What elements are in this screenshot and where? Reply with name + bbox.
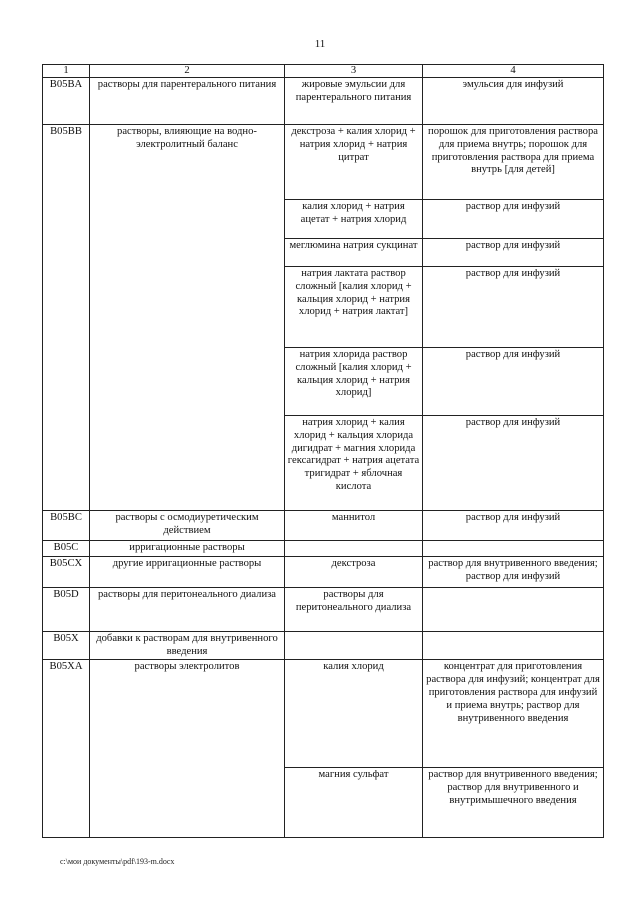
dosage-form-cell: эмульсия для инфузий xyxy=(423,78,604,125)
dosage-form-cell: раствор для инфузий xyxy=(423,267,604,348)
table-row xyxy=(43,587,604,631)
atc-code-cell: B05C xyxy=(43,541,90,557)
atc-group-cell: добавки к растворам для внутривенного введения xyxy=(90,631,285,660)
atc-code-cell: B05XA xyxy=(43,660,90,838)
dosage-form-cell: раствор для инфузий xyxy=(423,239,604,267)
atc-code-cell: B05BB xyxy=(43,125,90,511)
dosage-form-cell xyxy=(423,587,604,631)
substance-cell xyxy=(285,541,423,557)
atc-code-cell: B05BC xyxy=(43,511,90,541)
substance-cell: жировые эмульсии для парентерального питания xyxy=(285,78,423,125)
substance-cell: декстроза + калия хлорид + натрия хлорид + натрия цитрат xyxy=(285,125,423,200)
substance-cell: маннитол xyxy=(285,511,423,541)
substance-cell: магния сульфат xyxy=(285,768,423,838)
atc-group-cell: растворы, влияющие на водно-электролитный баланс xyxy=(90,125,285,511)
dosage-form-cell: концентрат для приготовления раствора для инфузий; концентрат для приготовления раствора для инфузий и приема внутрь; раствор для внутривенного введения xyxy=(423,660,604,768)
dosage-form-cell: раствор для внутривенного введения; раствор для инфузий xyxy=(423,556,604,587)
table-row xyxy=(43,78,604,125)
table-row xyxy=(43,556,604,587)
table-row xyxy=(43,511,604,541)
substance-cell: натрия лактата раствор сложный [калия хлорид + кальция хлорид + натрия хлорид + натрия лактат] xyxy=(285,267,423,348)
substance-cell: натрия хлорида раствор сложный [калия хлорид + кальция хлорид + натрия хлорид] xyxy=(285,348,423,416)
atc-group-cell: растворы электролитов xyxy=(90,660,285,838)
dosage-form-cell xyxy=(423,631,604,660)
dosage-form-cell: раствор для внутривенного введения; раствор для внутривенного и внутримышечного введения xyxy=(423,768,604,838)
atc-group-cell: растворы с осмодиуретическим действием xyxy=(90,511,285,541)
table-row xyxy=(43,541,604,557)
atc-group-cell: растворы для парентерального питания xyxy=(90,78,285,125)
atc-group-cell: растворы для перитонеального диализа xyxy=(90,587,285,631)
substance-cell: декстроза xyxy=(285,556,423,587)
atc-group-cell: другие ирригационные растворы xyxy=(90,556,285,587)
dosage-form-cell: порошок для приготовления раствора для приема внутрь; порошок для приготовления раствора для приема внутрь [для детей] xyxy=(423,125,604,200)
substance-cell: калия хлорид + натрия ацетат + натрия хлорид xyxy=(285,200,423,239)
atc-code-cell: B05BA xyxy=(43,78,90,125)
column-header: 2 xyxy=(90,65,285,78)
dosage-form-cell: раствор для инфузий xyxy=(423,348,604,416)
document-path-footer: c:\мои документы\pdf\193-m.docx xyxy=(60,857,175,866)
dosage-form-cell xyxy=(423,541,604,557)
substance-cell: калия хлорид xyxy=(285,660,423,768)
column-header: 3 xyxy=(285,65,423,78)
dosage-form-cell: раствор для инфузий xyxy=(423,200,604,239)
table-row xyxy=(43,125,604,200)
page-number: 11 xyxy=(314,38,326,50)
atc-code-cell: B05CX xyxy=(43,556,90,587)
atc-code-cell: B05D xyxy=(43,587,90,631)
table-header-row xyxy=(43,65,604,78)
column-header: 1 xyxy=(43,65,90,78)
atc-code-cell: B05X xyxy=(43,631,90,660)
substance-cell xyxy=(285,631,423,660)
atc-group-cell: ирригационные растворы xyxy=(90,541,285,557)
substance-cell: натрия хлорид + калия хлорид + кальция хлорида дигидрат + магния хлорида гексагидрат + натрия ацетата тригидрат + яблочная кислота xyxy=(285,416,423,511)
column-header: 4 xyxy=(423,65,604,78)
table-row xyxy=(43,660,604,768)
substance-cell: растворы для перитонеального диализа xyxy=(285,587,423,631)
dosage-form-cell: раствор для инфузий xyxy=(423,416,604,511)
substance-cell: меглюмина натрия сукцинат xyxy=(285,239,423,267)
dosage-form-cell: раствор для инфузий xyxy=(423,511,604,541)
drug-table xyxy=(42,64,604,838)
table-row xyxy=(43,631,604,660)
